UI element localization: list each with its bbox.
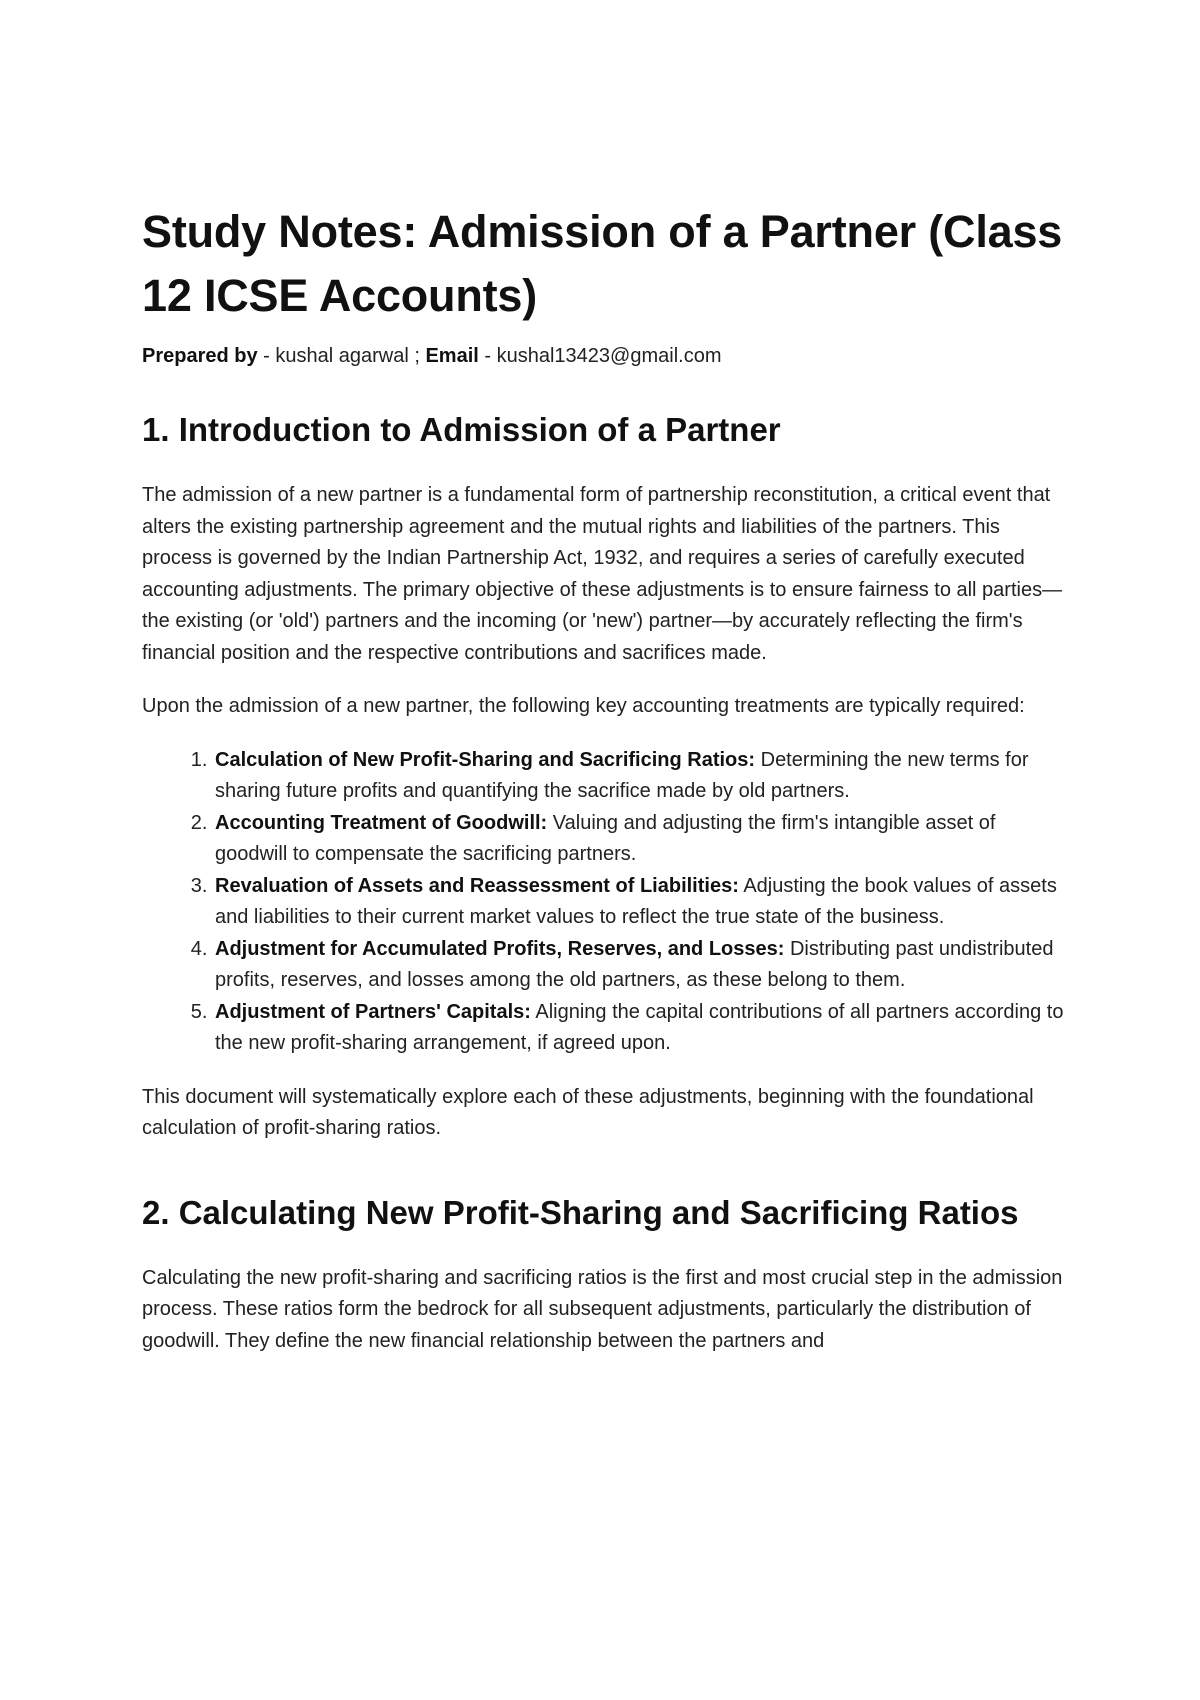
list-item-term: Adjustment of Partners' Capitals: xyxy=(215,1000,531,1023)
section-1-paragraph-1: The admission of a new partner is a fundamental form of partnership reconstitution, a critical event that alters the existing partnership agreement and the mutual rights and liabilities of the partners. This process is governed by the Indian Partnership Act, 1932, and requires a series of carefully executed accounting adjustments. The primary objective of these adjustments is to ensure fairness to all parties—the existing (or 'old') partners and the incoming (or 'new') partner—by accurately reflecting the firm's financial position and the respective contributions and sacrifices made. xyxy=(142,484,1063,664)
list-item xyxy=(213,934,1072,997)
author-line xyxy=(142,342,1072,370)
list-item-term: Accounting Treatment of Goodwill: xyxy=(215,811,548,834)
document-page xyxy=(142,200,1072,1379)
prepared-by-label: Prepared by xyxy=(142,345,258,367)
list-item xyxy=(213,808,1072,871)
email-label: Email xyxy=(425,345,479,367)
document-title: Study Notes: Admission of a Partner (Class 12 ICSE Accounts) xyxy=(142,206,1063,321)
section-2-paragraph-1: Calculating the new profit-sharing and sacrificing ratios is the first and most crucial step in the admission process. These ratios form the bedrock for all subsequent adjustments, particularly the distribution of goodwill. They define the new financial relationship between the partners and xyxy=(142,1266,1063,1352)
list-item-description: Aligning the capital contributions of all partners according to the new profit-sharing arrangement, if agreed upon. xyxy=(215,1000,1064,1054)
section-2-heading: 2. Calculating New Profit-Sharing and Sacrificing Ratios xyxy=(142,1193,1019,1231)
list-item-description: Valuing and adjusting the firm's intangible asset of goodwill to compensate the sacrificing partners. xyxy=(215,811,996,865)
list-item-term: Revaluation of Assets and Reassessment of Liabilities: xyxy=(215,874,739,897)
list-item-description: Adjusting the book values of assets and liabilities to their current market values to reflect the true state of the business. xyxy=(215,874,1057,928)
email-value: kushal13423@gmail.com xyxy=(496,345,722,367)
section-1-paragraph-2: Upon the admission of a new partner, the following key accounting treatments are typically required: xyxy=(142,695,1025,717)
list-item xyxy=(213,745,1072,808)
prepared-by-separator: - xyxy=(257,345,276,367)
list-item-description: Distributing past undistributed profits, reserves, and losses among the old partners, as these belong to them. xyxy=(215,937,1054,991)
adjustments-list xyxy=(142,745,1072,1060)
section-1-paragraph-3: This document will systematically explore each of these adjustments, beginning with the foundational calculation of profit-sharing ratios. xyxy=(142,1085,1034,1139)
prepared-by-value: kushal agarwal ; xyxy=(275,345,426,367)
list-item-term: Calculation of New Profit-Sharing and Sacrificing Ratios: xyxy=(215,748,756,771)
section-1-heading: 1. Introduction to Admission of a Partner xyxy=(142,411,781,448)
list-item-term: Adjustment for Accumulated Profits, Reserves, and Losses: xyxy=(215,937,785,960)
list-item xyxy=(213,997,1072,1060)
email-separator: - xyxy=(478,345,497,367)
list-item-description: Determining the new terms for sharing future profits and quantifying the sacrifice made by old partners. xyxy=(215,748,1029,802)
list-item xyxy=(213,871,1072,934)
